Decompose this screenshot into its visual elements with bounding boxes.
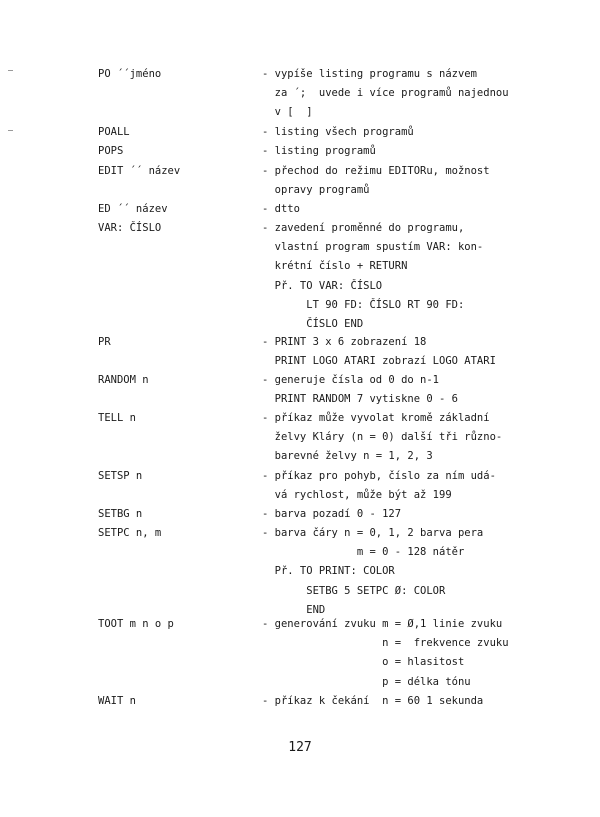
command-description-line: - přechod do režimu EDITORu, možnost [262,165,490,177]
command-description-line: PRINT LOGO ATARI zobrazí LOGO ATARI [262,355,496,368]
command-description-line: - listing programů [262,145,376,157]
command-description-line: v [ ] [262,106,313,119]
command-name: SETBG n [98,508,143,520]
command-name: WAIT n [98,695,136,707]
command-name: TELL n [98,412,136,424]
command-description-line: želvy Kláry (n = 0) další tři různo- [262,431,503,444]
command-description-line: n = frekvence zvuku [262,637,509,650]
command-description-line: END [262,603,326,616]
command-description-line: krétní číslo + RETURN [262,260,408,273]
scan-mark [8,130,13,131]
command-name: VAR: ČÍSLO [98,222,162,234]
command-description-line: opravy programů [262,184,370,197]
command-description-line: m = 0 - 128 nátěr [262,546,465,559]
command-description-line: - příkaz pro pohyb, číslo za ním udá- [262,470,496,482]
command-description-line: barevné želvy n = 1, 2, 3 [262,450,433,463]
command-name: PR [98,336,111,348]
command-description-line: Př. TO VAR: ČÍSLO [262,279,383,292]
command-description-line: - generování zvuku m = Ø,1 linie zvuku [262,618,503,630]
command-description-line: - PRINT 3 x 6 zobrazení 18 [262,336,427,348]
command-name: EDIT ´´ název [98,165,181,177]
command-description-line: vá rychlost, může být až 199 [262,489,452,502]
command-description-line: Př. TO PRINT: COLOR [262,565,395,578]
command-description-line: SETBG 5 SETPC Ø: COLOR [262,584,446,597]
command-description-line: - listing všech programů [262,126,414,138]
command-description-line: - barva pozadí 0 - 127 [262,508,402,520]
command-description-line: vlastní program spustím VAR: kon- [262,241,484,254]
command-description-line: o = hlasitost [262,656,465,669]
command-name: TOOT m n o p [98,618,174,630]
command-description-line: - vypíše listing programu s názvem [262,68,477,80]
command-description-line: ČÍSLO END [262,318,364,330]
scan-mark [8,70,13,71]
command-description-line: p = délka tónu [262,675,471,688]
command-description-line: - příkaz k čekání n = 60 1 sekunda [262,695,484,707]
command-name: PO ´´jméno [98,68,162,80]
command-name: SETPC n, m [98,527,162,539]
command-description-line: PRINT RANDOM 7 vytiskne 0 - 6 [262,393,458,406]
command-description-line: za ´; uvede i více programů najednou [262,87,509,100]
command-description-line: - dtto [262,203,300,215]
command-name: RANDOM n [98,374,149,386]
command-description-line: - příkaz může vyvolat kromě základní [262,412,490,424]
command-name: POPS [98,145,124,157]
command-name: POALL [98,126,130,138]
command-name: SETSP n [98,470,143,482]
command-description-line: - generuje čísla od 0 do n-1 [262,374,440,386]
command-description-line: LT 90 FD: ČÍSLO RT 90 FD: [262,298,465,311]
command-name: ED ´´ název [98,203,168,215]
command-description-line: - zavedení proměnné do programu, [262,222,465,234]
page-number: 127 [288,740,312,755]
command-description-line: - barva čáry n = 0, 1, 2 barva pera [262,527,484,539]
